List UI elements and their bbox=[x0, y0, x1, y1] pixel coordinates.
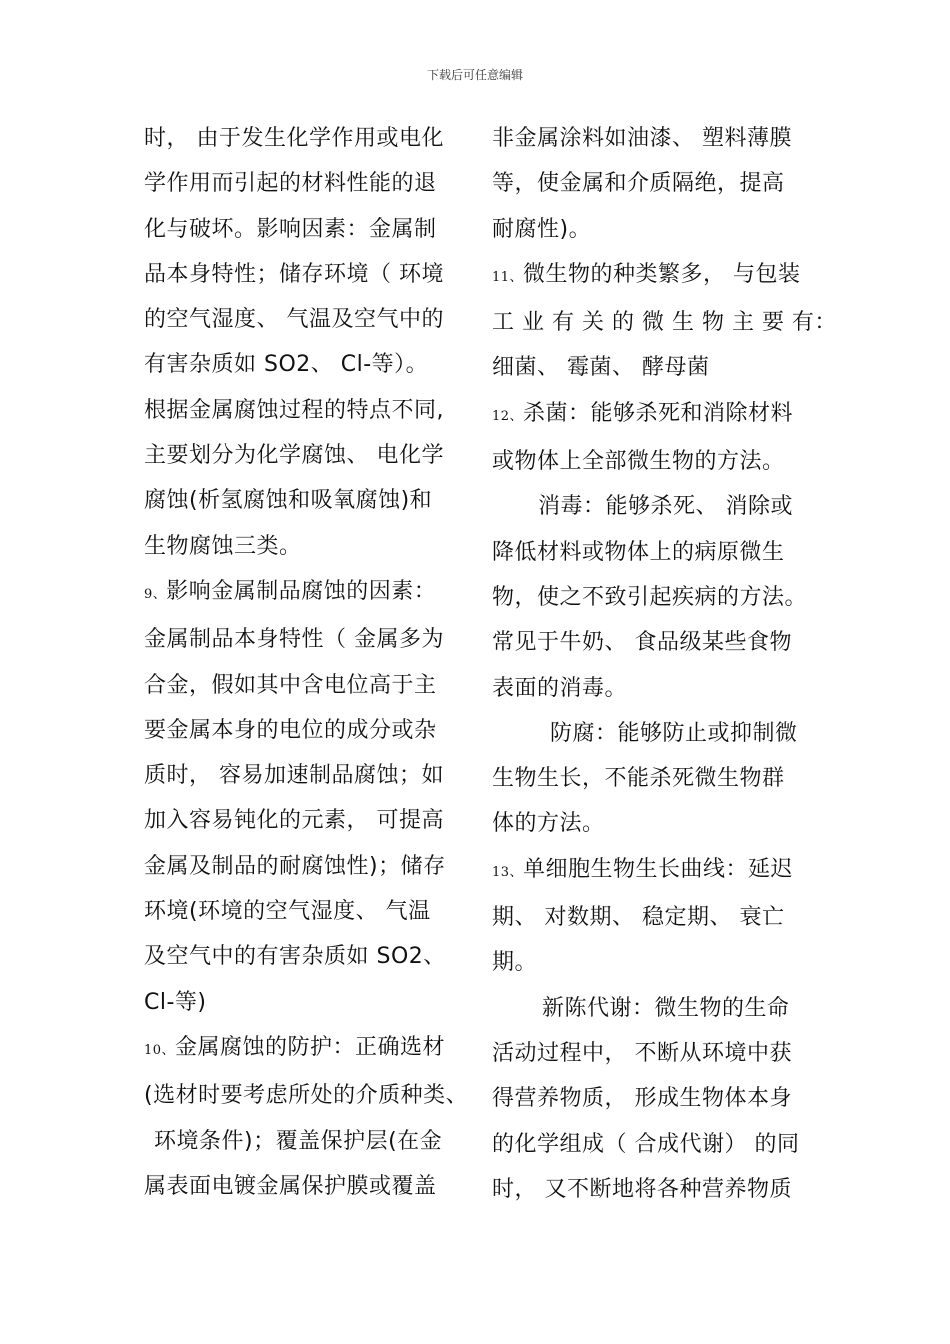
right-column bbox=[492, 116, 837, 1212]
item-text: 微生物的种类繁多， 与包装 bbox=[523, 261, 801, 287]
item-13-heading bbox=[492, 847, 832, 895]
text-line: 等，使金属和介质隔绝，提高 bbox=[492, 171, 785, 197]
item-12-heading bbox=[492, 391, 832, 439]
text-line: 质时， 容易加速制品腐蚀；如 bbox=[144, 763, 444, 789]
text-line: 加入容易钝化的元素， 可提高 bbox=[144, 808, 444, 834]
text-line: 有害杂质如 SO2、 Cl-等）。 bbox=[144, 352, 429, 378]
text-line: 耐腐性)。 bbox=[492, 216, 592, 242]
text-line: 非金属涂料如油漆、 塑料薄膜 bbox=[492, 126, 792, 151]
text-line: 细菌、 霉菌、 酵母菌 bbox=[492, 355, 710, 381]
text-line: (选材时要考虑所处的介质种类、 bbox=[144, 1083, 469, 1109]
text-line: 物，使之不致引起疾病的方法。 bbox=[492, 584, 808, 610]
item-11-heading bbox=[492, 252, 832, 300]
text-line: 得营养物质， 形成生物体本身 bbox=[492, 1086, 792, 1112]
text-line: 或物体上全部微生物的方法。 bbox=[492, 449, 785, 475]
text-line: 根据金属腐蚀过程的特点不同, bbox=[144, 397, 444, 423]
text-line: 期。 bbox=[492, 950, 538, 976]
text-line: 及空气中的有害杂质如 SO2、 bbox=[144, 944, 446, 970]
item-9-heading bbox=[144, 569, 480, 617]
text-line: 的化学组成（ 合成代谢） 的同 bbox=[492, 1131, 800, 1157]
text-line: 的空气湿度、 气温及空气中的 bbox=[144, 307, 444, 333]
text-line: 环境条件)；覆盖保护层(在金 bbox=[154, 1128, 443, 1154]
text-line: 金属及制品的耐腐蚀性)；储存 bbox=[144, 853, 446, 879]
text-line: 学作用而引起的材料性能的退 bbox=[144, 171, 437, 197]
item-number: 9、 bbox=[144, 586, 167, 602]
item-number: 13、 bbox=[492, 864, 524, 880]
text-line: Cl-等) bbox=[144, 989, 207, 1015]
text-line: 活动过程中， 不断从环境中获 bbox=[492, 1040, 792, 1066]
text-line: 环境(环境的空气湿度、 气温 bbox=[144, 899, 431, 925]
text-line: 时， 又不断地将各种营养物质 bbox=[492, 1176, 792, 1202]
text-line: 品本身特性；储存环境（ 环境 bbox=[144, 261, 444, 287]
text-line: 体的方法。 bbox=[492, 811, 605, 837]
text-line: 表面的消毒。 bbox=[492, 675, 628, 701]
antiseptic-heading: 防腐：能够防止或抑制微 bbox=[550, 720, 798, 746]
text-line: 要金属本身的电位的成分或杂 bbox=[144, 717, 437, 743]
text-line: 合金，假如其中含电位高于主 bbox=[144, 672, 437, 698]
item-10-heading bbox=[144, 1025, 480, 1073]
text-line: 生物生长，不能杀死微生物群 bbox=[492, 766, 785, 792]
item-number: 10、 bbox=[144, 1042, 176, 1058]
left-column bbox=[144, 116, 480, 1209]
page-header: 下载后可任意编辑 bbox=[426, 68, 523, 82]
item-text: 金属腐蚀的防护：正确选材 bbox=[175, 1034, 446, 1060]
item-text: 影响金属制品腐蚀的因素： bbox=[166, 578, 437, 604]
text-line: 腐蚀(析氢腐蚀和吸氧腐蚀)和 bbox=[144, 488, 433, 514]
metabolism-heading: 新陈代谢：微生物的生命 bbox=[542, 995, 790, 1021]
text-line: 化与破坏。影响因素：金属制 bbox=[144, 216, 437, 242]
text-line: 期、 对数期、 稳定期、 衰亡 bbox=[492, 905, 785, 931]
text-line: 生物腐蚀三类。 bbox=[144, 533, 302, 559]
text-line: 金属制品本身特性（ 金属多为 bbox=[144, 627, 444, 653]
item-text: 单细胞生物生长曲线：延迟 bbox=[523, 856, 794, 882]
text-line: 属表面电镀金属保护膜或覆盖 bbox=[144, 1173, 437, 1199]
disinfect-heading: 消毒：能够杀死、 消除或 bbox=[538, 494, 793, 520]
text-line: 工 业 有 关 的 微 生 物 主 要 有： bbox=[492, 310, 837, 336]
text-line: 主要划分为化学腐蚀、 电化学 bbox=[144, 443, 444, 469]
item-text: 杀菌：能够杀死和消除材料 bbox=[523, 400, 794, 426]
item-number: 12、 bbox=[492, 408, 524, 424]
item-number: 11、 bbox=[492, 269, 524, 285]
text-line: 降低材料或物体上的病原微生 bbox=[492, 539, 785, 565]
text-line: 常见于牛奶、 食品级某些食物 bbox=[492, 630, 792, 656]
text-line: 时， 由于发生化学作用或电化 bbox=[144, 126, 444, 151]
